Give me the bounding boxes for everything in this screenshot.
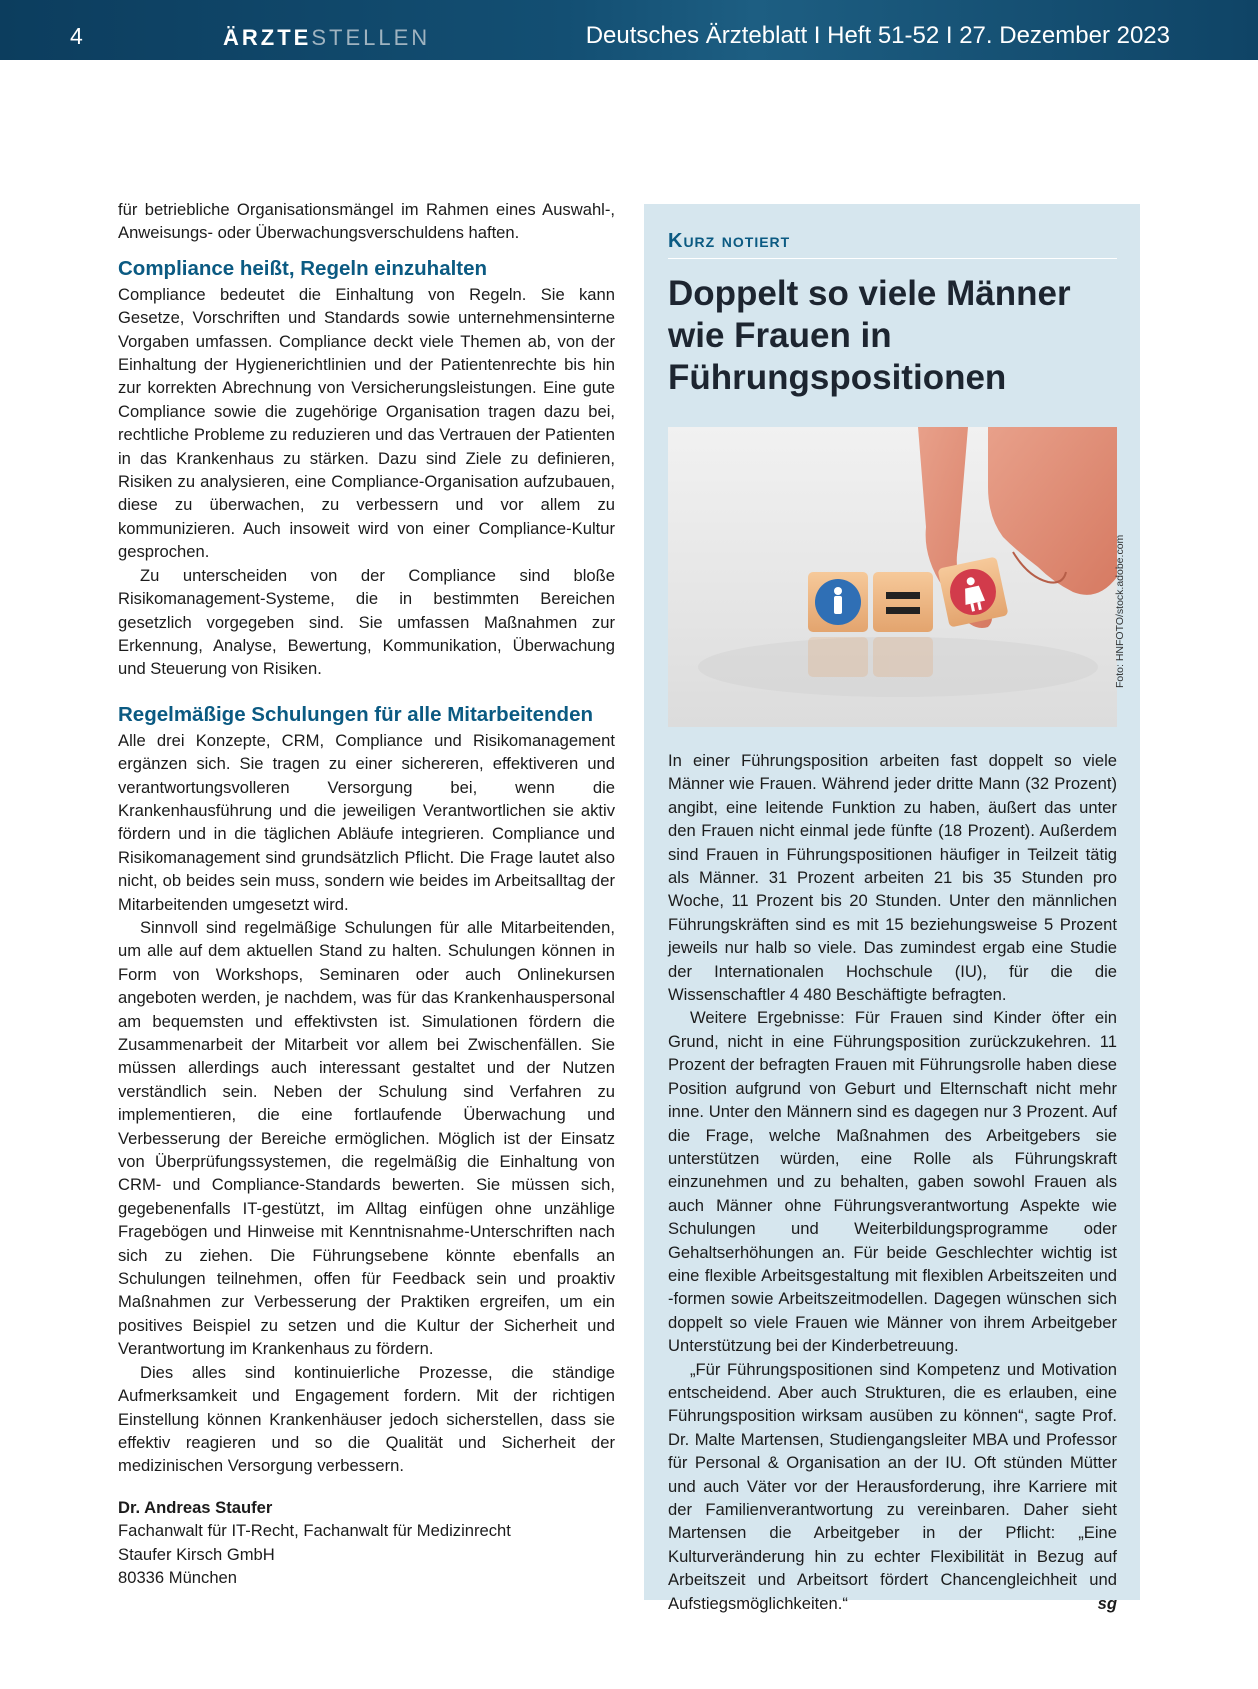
box-article — [668, 749, 1117, 1615]
cube-equals — [873, 572, 933, 632]
intro-paragraph: für betriebliche Organisationsmängel im Rahmen eines Auswahl-, Anweisungs- oder Überwachungsverschuldens haften. — [118, 200, 615, 243]
cube-female — [937, 556, 1008, 627]
page-number: 4 — [70, 23, 83, 49]
paragraph: Dies alles sind kontinuierliche Prozesse, die ständige Aufmerksamkeit und Engagement fordern. Mit der richtigen Einstellung können Krankenhäuser jedoch sicherstellen, dass sie effektiv reagieren und so die Qualität und Sicherheit der medizinischen Versorgung verbessern. — [118, 1362, 615, 1476]
photo-credit-text: Foto: HNFOTO/stock.adobe.com — [1114, 534, 1126, 688]
issue-info: Deutsches Ärzteblatt I Heft 51-52 I 27. Dezember 2023 — [585, 22, 1170, 49]
author-company: Staufer Kirsch GmbH — [118, 1544, 275, 1564]
box-kicker: Kurz notiert — [668, 230, 1117, 259]
paragraph: In einer Führungsposition arbeiten fast doppelt so viele Männer wie Frauen. Während jeder dritte Mann (32 Prozent) angibt, eine leitende Funktion zu haben, äußert das unter den Frauen nicht einmal jede fünfte (18 Prozent). Außerdem sind Frauen in Führungspositionen häufiger in Teilzeit tätig als Männer. 31 Prozent arbeiten 21 bis 35 Stunden pro Woche, 11 Prozent bis 20 Stunden. Unter den männlichen Führungskräften sind es mit 15 beziehungsweise 5 Prozent jeweils nur halb so viele. Das zumindest ergab eine Studie der Internationalen Hochschule (IU), für die die Wissenschaftler 4 480 Beschäftigte befragten. — [668, 751, 1117, 1005]
cube-male — [808, 572, 868, 632]
left-column — [118, 198, 615, 1589]
page-header — [0, 0, 1258, 60]
author-city: 80336 München — [118, 1567, 238, 1587]
section-heading-schulungen: Regelmäßige Schulungen für alle Mitarbeitenden — [118, 702, 593, 726]
author-signature — [118, 1496, 615, 1590]
brand-logo — [223, 25, 430, 51]
paragraph: Alle drei Konzepte, CRM, Compliance und Risikomanagement ergänzen sich. Sie tragen zu einer sichereren, effektiveren und verantwortungsvolleren Versorgung bei, wenn die Krankenhausführung und die jeweiligen Verantwortlichen sie aktiv fördern und in die täglichen Abläufe integrieren. Compliance und Risikomanagement sind grundsätzlich Pflicht. Die Frage lautet also nicht, ob beides sein muss, sondern wie beides im Arbeitsalltag der Mitarbeitenden umgesetzt wird. — [118, 730, 615, 914]
author-initials: sg — [1097, 1593, 1117, 1613]
article-photo — [668, 427, 1117, 727]
box-headline: Doppelt so viele Männer wie Frauen in Führungspositionen — [668, 274, 1071, 397]
paragraph: Compliance bedeutet die Einhaltung von Regeln. Sie kann Gesetze, Vorschriften und Standards sowie unternehmensinterne Vorgaben umfassen. Compliance deckt viele Themen ab, von der Einhaltung der Hygienerichtlinien und der Patientenrechte bis hin zur korrekten Abrechnung von Versicherungsleistungen. Eine gute Compliance sowie die zugehörige Organisation tragen dazu bei, rechtliche Probleme zu reduzieren und das Vertrauen der Patienten in das Krankenhaus zu stärken. Dazu sind Ziele zu definieren, Risiken zu analysieren, eine Compliance-Organisation aufzubauen, diese zu überwachen, zu verbessern und vor allem zu kommunizieren. Auch insoweit wird von einer Compliance-Kultur gesprochen. — [118, 284, 615, 562]
brand-part-1: ÄRZTE — [223, 25, 312, 50]
paragraph: Sinnvoll sind regelmäßige Schulungen für alle Mitarbeitenden, um alle auf dem aktuellen Stand zu halten. Schulungen können in Form von Workshops, Seminaren oder auch Onlinekursen angeboten werden, je nachdem, was für das Krankenhauspersonal am bequemsten und effektivsten ist. Simulationen fördern die Zusammenarbeit der Mitarbeit vor allem bei Zwischenfällen. Sie müssen allerdings auch interessant gestaltet und der Nutzen verständlich sein. Neben der Schulung sind Verfahren zu implementieren, die eine fortlaufende Überwachung und Verbesserung der Bereiche ermöglichen. Möglich ist der Einsatz von Überprüfungssystemen, die regelmäßig die Einhaltung von CRM- und Compliance-Standards bewerten. Sie müssen sich, gegebenenfalls IT-gestützt, im Alltag einfügen ohne unzählige Fragebögen und Hinweise mit Kenntnisnahme-Unterschriften nach sich zu ziehen. Die Führungsebene könnte ebenfalls an Schulungen teilnehmen, offen für Feedback sein und proaktiv Maßnahmen zur Verbesserung der Praktiken ergreifen, um ein positives Beispiel zu setzen und die Kultur der Sicherheit und Verantwortung im Krankenhaus zu fördern. — [118, 917, 615, 1359]
paragraph — [668, 1358, 1117, 1615]
photo-illustration — [668, 427, 1117, 727]
author-name: Dr. Andreas Staufer — [118, 1497, 273, 1517]
section-heading-compliance: Compliance heißt, Regeln einzuhalten — [118, 256, 488, 280]
paragraph-text: „Für Führungspositionen sind Kompetenz und Motivation entscheidend. Aber auch Strukturen, die es erlauben, eine Führungsposition wirksam ausüben zu können“, sagte Prof. Dr. Malte Martensen, Studiengangsleiter MBA und Professor für Personal & Organisation an der IU. Oft stünden Mütter und auch Väter vor der Herausforderung, ihre Karriere mit der Familienverantwortung zu vereinbaren. Daher sieht Martensen die Arbeitgeber in der Pflicht: „Eine Kulturveränderung hin zu echter Flexibilität in Bezug auf Arbeitszeit und Arbeitsort fördert Chancengleichheit und Aufstiegsmöglichkeiten.“ — [668, 1359, 1117, 1613]
brand-part-2: STELLEN — [311, 25, 431, 50]
paragraph: Weitere Ergebnisse: Für Frauen sind Kinder öfter ein Grund, nicht in eine Führungsposition zurückzukehren. 11 Prozent der befragten Frauen mit Führungsrolle haben diese Position aufgrund von Geburt und Elternschaft nicht mehr inne. Unter den Männern sind es dagegen nur 3 Prozent. Auf die Frage, welche Maßnahmen des Arbeitgebers sie unterstützen würden, eine Rolle als Führungskraft einzunehmen und zu behalten, gaben sowohl Frauen als auch Männer ohne Führungsverantwortung Aspekte wie Schulungen und Weiterbildungsprogramme oder Gehaltserhöhungen an. Für beide Geschlechter wichtig ist eine flexible Arbeitsgestaltung mit flexiblen Arbeitszeiten und -formen sowie Arbeitszeitmodellen. Dagegen wünschen sich doppelt so viele Frauen wie Männer von ihrem Arbeitgeber Unterstützung bei der Kinderbetreuung. — [668, 1008, 1117, 1356]
paragraph: Zu unterscheiden von der Compliance sind bloße Risikomanagement-Systeme, die in bestimmten Bereichen gesetzlich vorgegeben sind. Sie umfassen Maßnahmen zur Erkennung, Analyse, Bewertung, Kommunikation, Überwachung und Steuerung von Risiken. — [118, 565, 615, 679]
news-box — [644, 204, 1140, 1613]
author-title: Fachanwalt für IT-Recht, Fachanwalt für Medizinrecht — [118, 1521, 511, 1541]
